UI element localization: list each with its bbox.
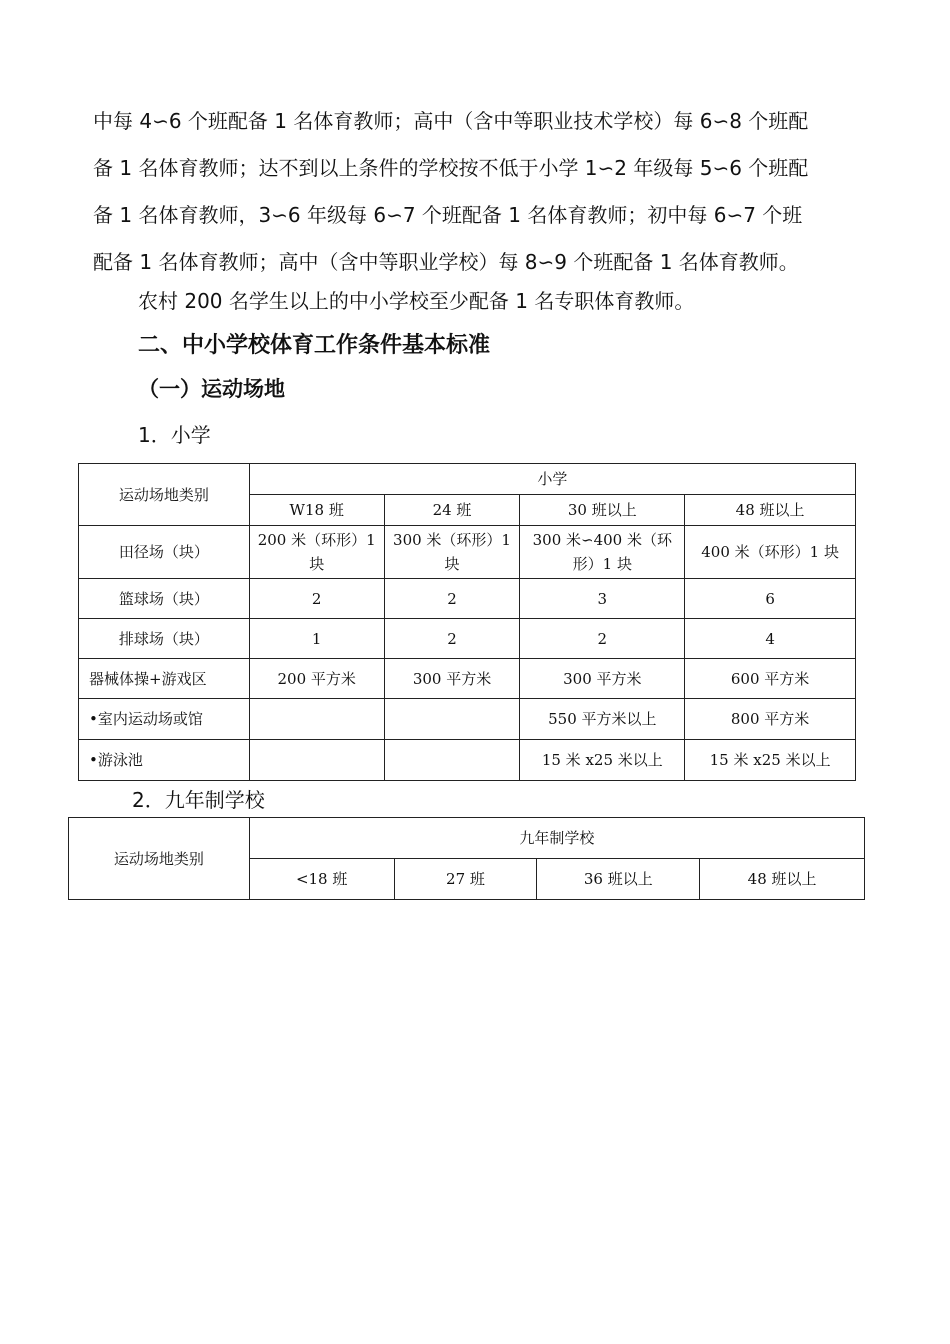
table-row: [79, 740, 856, 781]
row-label: •游泳池: [79, 740, 250, 781]
column-header: W18 班: [249, 495, 384, 526]
table-header-row: [69, 818, 865, 859]
table-cell: 2: [384, 579, 520, 619]
table-cell: [384, 699, 520, 740]
table-row: [79, 619, 856, 659]
nine-year-school-facilities-table: [68, 817, 865, 900]
table-cell: 4: [685, 619, 856, 659]
table-cell: 300 平方米: [384, 659, 520, 699]
table-cell: 2: [520, 619, 685, 659]
table-cell: 600 平方米: [685, 659, 856, 699]
table-row: [79, 659, 856, 699]
group-header: 九年制学校: [249, 818, 864, 859]
column-header: 48 班以上: [685, 495, 856, 526]
table-cell: 200 平方米: [249, 659, 384, 699]
table-row: [79, 579, 856, 619]
category-header: 运动场地类别: [79, 464, 250, 526]
table-cell: 2: [384, 619, 520, 659]
table-row: [79, 699, 856, 740]
section-heading: 二、中小学校体育工作条件基本标准: [138, 333, 491, 358]
table-row: [79, 526, 856, 579]
row-label: •室内运动场或馆: [79, 699, 250, 740]
table-cell: [249, 699, 384, 740]
table-cell: [384, 740, 520, 781]
row-label: 器械体操+游戏区: [79, 659, 250, 699]
table-cell: 550 平方米以上: [520, 699, 685, 740]
paragraph-line: 配备 1 名体育教师；高中（含中等职业学校）每 8∽9 个班配备 1 名体育教师。: [93, 250, 799, 274]
table-cell: [249, 740, 384, 781]
table-cell: 200 米（环形）1 块: [249, 526, 384, 579]
table-cell: 800 平方米: [685, 699, 856, 740]
table-cell: 300 平方米: [520, 659, 685, 699]
paragraph-line: 备 1 名体育教师，3∽6 年级每 6∽7 个班配备 1 名体育教师；初中每 6∽7 个班: [93, 203, 803, 227]
paragraph-teacher-ratio: [93, 98, 883, 286]
table-cell: 15 米 x25 米以上: [685, 740, 856, 781]
column-header: 27 班: [394, 859, 537, 900]
table-cell: 2: [249, 579, 384, 619]
subsection-heading: （一）运动场地: [138, 377, 285, 401]
row-label: 田径场（块）: [79, 526, 250, 579]
table-cell: 400 米（环形）1 块: [685, 526, 856, 579]
primary-school-facilities-table: [78, 463, 856, 781]
primary-school-heading: 1．小学: [138, 423, 211, 447]
category-header: 运动场地类别: [69, 818, 250, 900]
table-cell: 3: [520, 579, 685, 619]
row-label: 篮球场（块）: [79, 579, 250, 619]
paragraph-rural-schools: 农村 200 名学生以上的中小学校至少配备 1 名专职体育教师。: [138, 289, 695, 313]
column-header: 36 班以上: [537, 859, 700, 900]
table-header-row: [79, 464, 856, 495]
row-label: 排球场（块）: [79, 619, 250, 659]
table-cell: 300 米∽400 米（环形）1 块: [520, 526, 685, 579]
column-header: 30 班以上: [520, 495, 685, 526]
table-cell: 6: [685, 579, 856, 619]
table-cell: 300 米（环形）1 块: [384, 526, 520, 579]
column-header: 24 班: [384, 495, 520, 526]
paragraph-line: 备 1 名体育教师；达不到以上条件的学校按不低于小学 1∽2 年级每 5∽6 个班配: [93, 156, 809, 180]
group-header: 小学: [249, 464, 855, 495]
table-cell: 15 米 x25 米以上: [520, 740, 685, 781]
column-header: 48 班以上: [700, 859, 865, 900]
column-header: <18 班: [249, 859, 394, 900]
nine-year-school-heading: 2．九年制学校: [132, 788, 265, 812]
table-cell: 1: [249, 619, 384, 659]
paragraph-line: 中每 4∽6 个班配备 1 名体育教师；高中（含中等职业技术学校）每 6∽8 个班配: [93, 109, 809, 133]
